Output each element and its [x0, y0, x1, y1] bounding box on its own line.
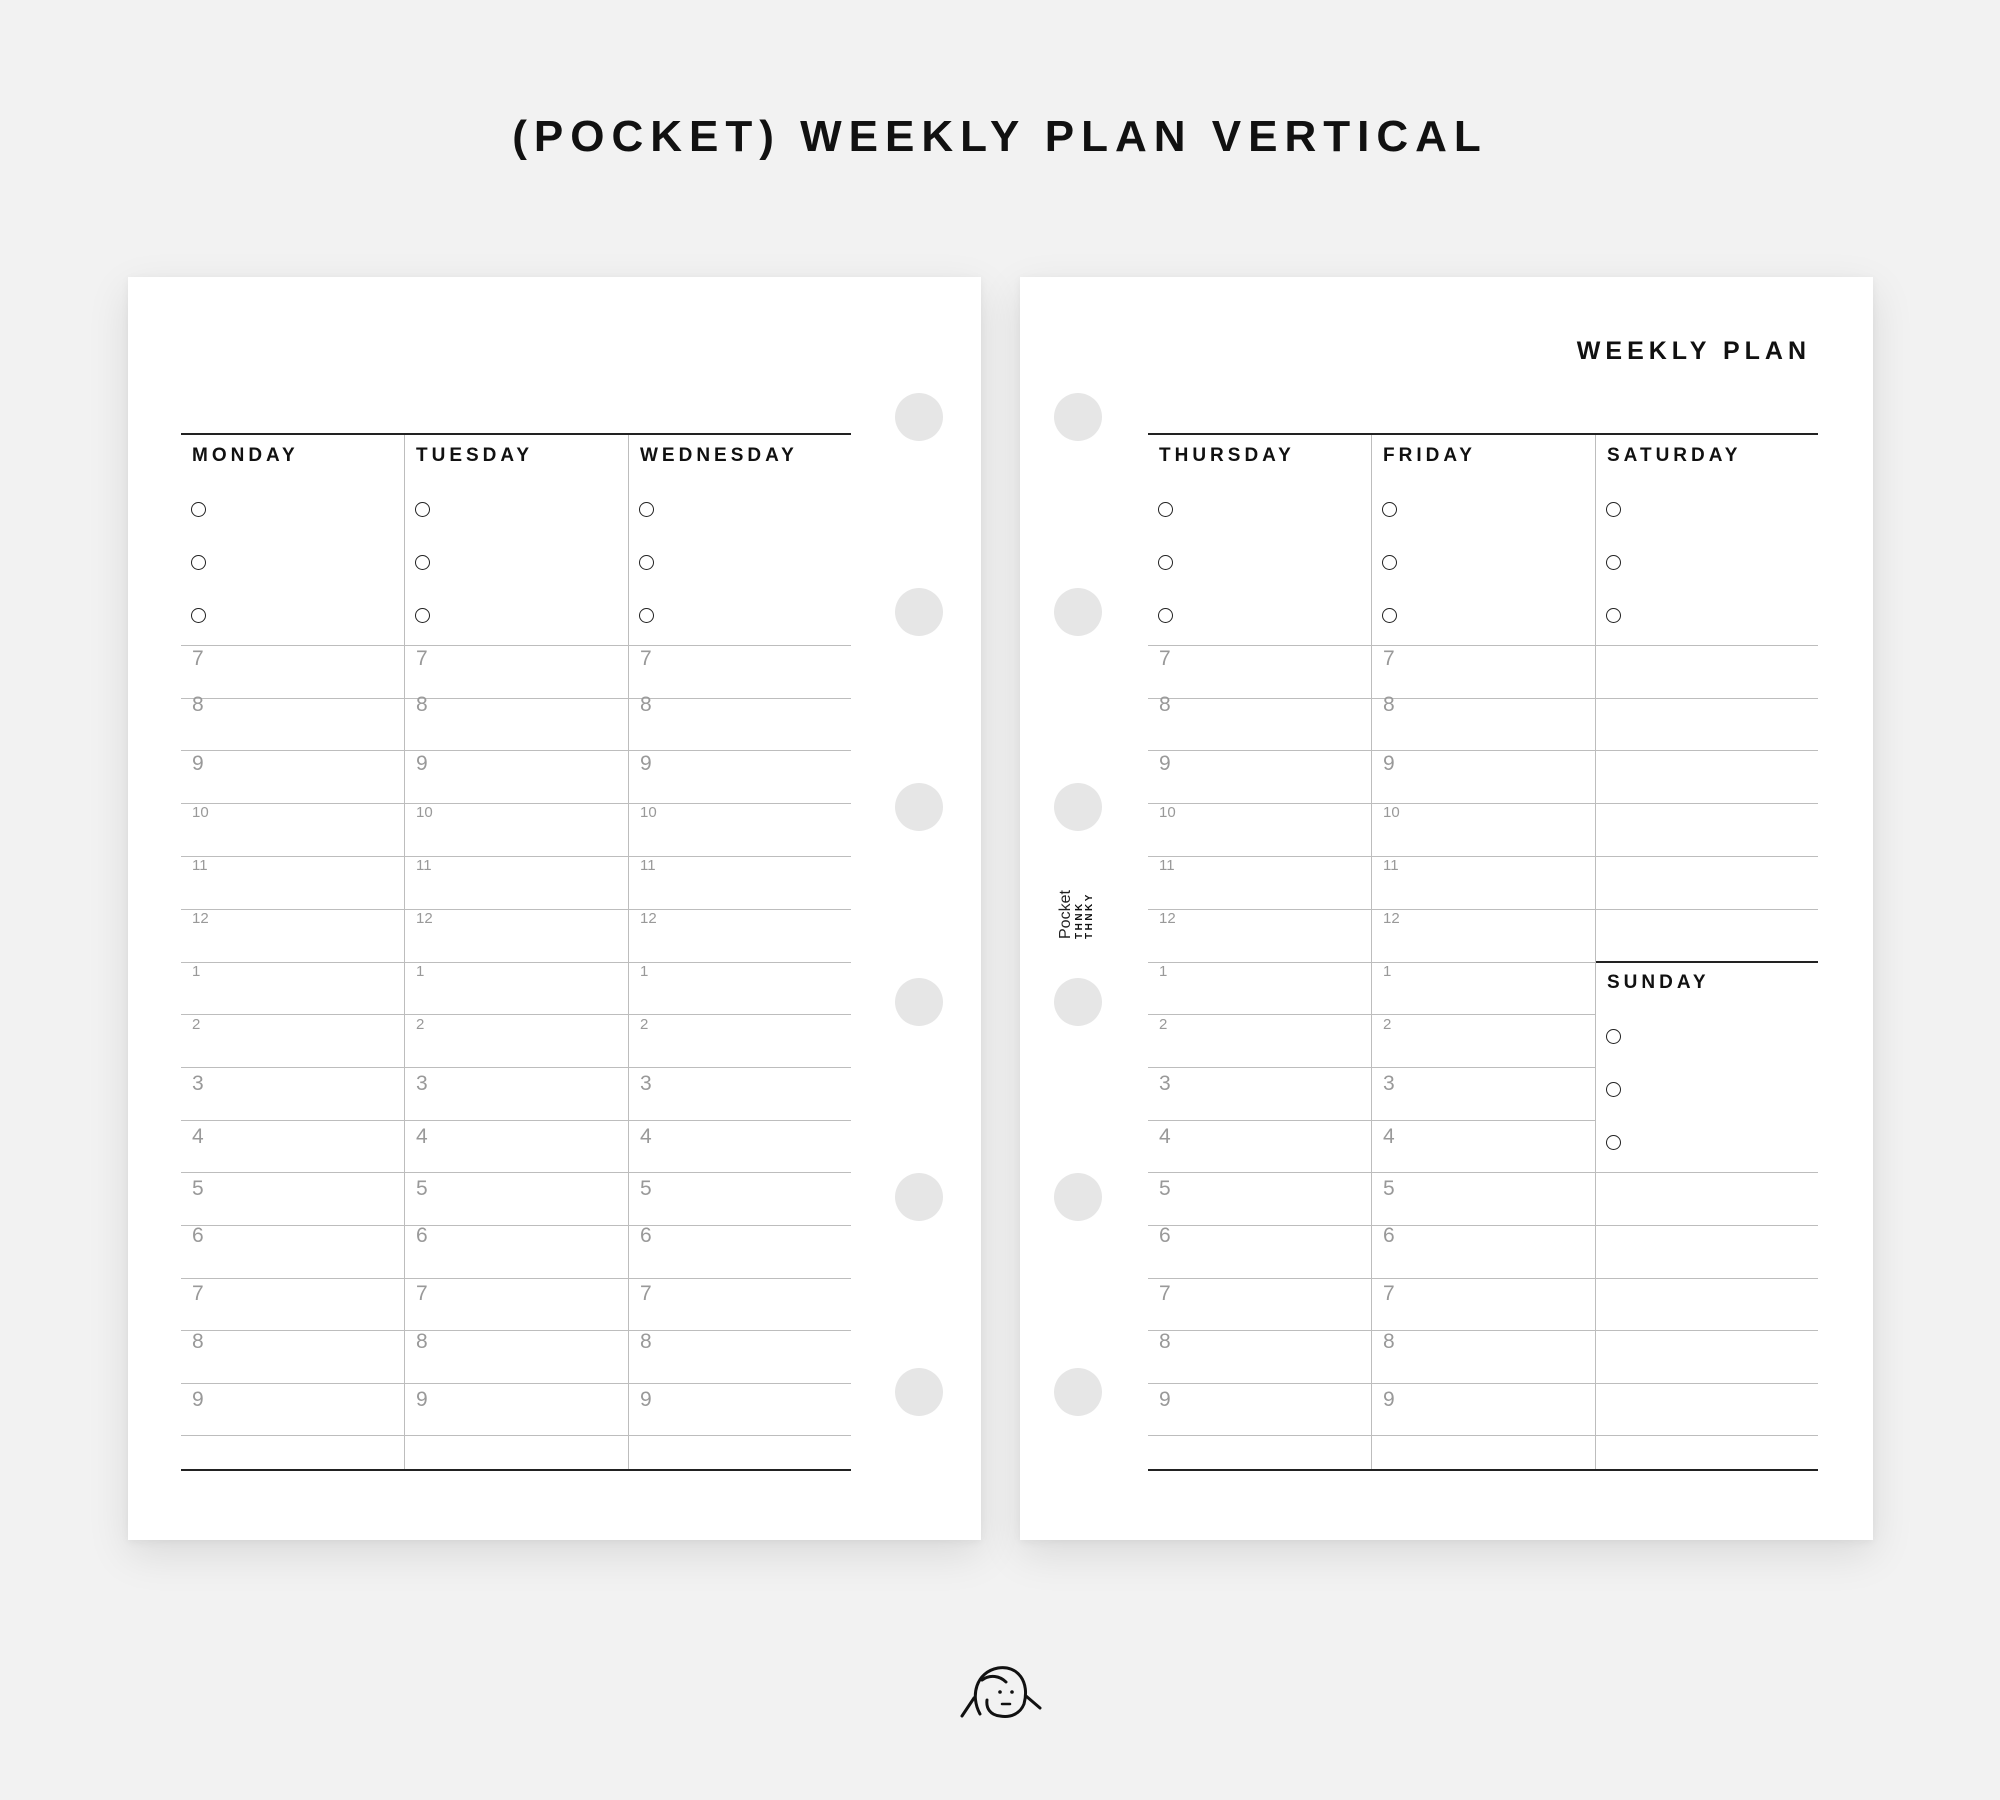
row-divider [405, 1225, 628, 1226]
hour-label: 1 [1159, 963, 1168, 980]
face-logo [960, 1660, 1042, 1720]
hour-label: 11 [640, 857, 656, 874]
todo-circle-icon[interactable] [1606, 502, 1621, 517]
left-planner-page [128, 277, 981, 1540]
hour-label: 9 [192, 1388, 204, 1411]
row-divider [1148, 1225, 1371, 1226]
hour-label: 10 [1159, 804, 1176, 821]
row-divider [1372, 1330, 1595, 1331]
row-divider [181, 1225, 404, 1226]
row-divider [1372, 1014, 1595, 1015]
left-day-grid [181, 433, 851, 1471]
hour-label: 12 [192, 910, 209, 927]
row-divider [405, 1120, 628, 1121]
hour-label: 3 [640, 1072, 652, 1095]
hour-label: 11 [1383, 857, 1399, 874]
hour-label: 6 [640, 1224, 652, 1247]
row-divider [629, 1278, 851, 1279]
row-divider [1596, 750, 1818, 751]
hour-label: 5 [416, 1177, 428, 1200]
row-divider [405, 1172, 628, 1173]
row-divider [1372, 1172, 1595, 1173]
hour-label: 2 [640, 1016, 649, 1033]
todo-circle-icon[interactable] [1606, 1082, 1621, 1097]
row-divider [405, 1067, 628, 1068]
hour-label: 12 [640, 910, 657, 927]
row-divider [1148, 1330, 1371, 1331]
row-divider [629, 1067, 851, 1068]
hour-label: 8 [640, 1330, 652, 1353]
row-divider [405, 1435, 628, 1436]
hour-label: 11 [1159, 857, 1175, 874]
hour-label: 4 [1159, 1125, 1171, 1148]
row-divider [1372, 1435, 1595, 1436]
hour-label: 6 [192, 1224, 204, 1247]
row-divider [1372, 645, 1595, 646]
hour-label: 3 [1383, 1072, 1395, 1095]
hour-label: 4 [640, 1125, 652, 1148]
hour-label: 10 [1383, 804, 1400, 821]
sunday-divider [1596, 961, 1818, 963]
row-divider [1148, 1435, 1371, 1436]
day-label-saturday: SATURDAY [1607, 445, 1742, 466]
binder-hole [1054, 1368, 1102, 1416]
todo-circle-icon[interactable] [1382, 502, 1397, 517]
row-divider [1596, 645, 1818, 646]
hour-label: 7 [640, 647, 652, 670]
row-divider [1596, 698, 1818, 699]
row-divider [629, 856, 851, 857]
row-divider [181, 1278, 404, 1279]
row-divider [405, 962, 628, 963]
hour-label: 9 [1159, 752, 1171, 775]
hour-label: 7 [1383, 647, 1395, 670]
row-divider [181, 1014, 404, 1015]
day-column-wednesday [628, 435, 851, 1469]
hour-label: 8 [1383, 693, 1395, 716]
row-divider [1596, 1435, 1818, 1436]
hour-label: 1 [416, 963, 425, 980]
row-divider [629, 1435, 851, 1436]
hour-label: 1 [640, 963, 649, 980]
todo-circle-icon[interactable] [639, 555, 654, 570]
row-divider [1596, 1172, 1818, 1173]
hour-label: 9 [416, 752, 428, 775]
hour-label: 6 [1383, 1224, 1395, 1247]
hour-label: 9 [1383, 1388, 1395, 1411]
hour-label: 11 [192, 857, 208, 874]
row-divider [629, 1330, 851, 1331]
hour-label: 10 [192, 804, 209, 821]
row-divider [629, 645, 851, 646]
row-divider [1372, 1278, 1595, 1279]
row-divider [629, 1225, 851, 1226]
right-planner-page [1020, 277, 1873, 1540]
hour-label: 3 [192, 1072, 204, 1095]
row-divider [1148, 698, 1371, 699]
row-divider [405, 1278, 628, 1279]
hour-label: 7 [1159, 1282, 1171, 1305]
hour-label: 12 [416, 910, 433, 927]
hour-label: 2 [1159, 1016, 1168, 1033]
hour-label: 8 [416, 693, 428, 716]
row-divider [1148, 645, 1371, 646]
row-divider [1372, 909, 1595, 910]
row-divider [1372, 1067, 1595, 1068]
page-title: (POCKET) WEEKLY PLAN VERTICAL [512, 112, 1488, 161]
row-divider [1372, 1225, 1595, 1226]
binder-hole [1054, 588, 1102, 636]
row-divider [629, 750, 851, 751]
hour-label: 11 [416, 857, 432, 874]
row-divider [181, 1172, 404, 1173]
row-divider [181, 803, 404, 804]
binder-hole [1054, 978, 1102, 1026]
binder-hole [895, 1173, 943, 1221]
row-divider [1372, 856, 1595, 857]
hour-label: 1 [1383, 963, 1392, 980]
row-divider [629, 1120, 851, 1121]
row-divider [629, 909, 851, 910]
hour-label: 7 [192, 1282, 204, 1305]
row-divider [1148, 856, 1371, 857]
row-divider [1372, 1120, 1595, 1121]
row-divider [1596, 909, 1818, 910]
day-label: WEDNESDAY [640, 445, 798, 466]
hour-label: 6 [1159, 1224, 1171, 1247]
hour-label: 7 [1383, 1282, 1395, 1305]
brand-name-line2: THNKY [1084, 892, 1096, 939]
row-divider [1372, 962, 1595, 963]
row-divider [629, 962, 851, 963]
hour-label: 7 [1159, 647, 1171, 670]
hour-label: 12 [1383, 910, 1400, 927]
row-divider [1596, 1330, 1818, 1331]
todo-circle-icon[interactable] [1382, 608, 1397, 623]
right-day-grid [1148, 433, 1818, 1471]
day-column-monday [181, 435, 404, 1469]
row-divider [181, 962, 404, 963]
todo-circle-icon[interactable] [639, 502, 654, 517]
hour-label: 9 [640, 752, 652, 775]
row-divider [1596, 1278, 1818, 1279]
binder-hole [895, 588, 943, 636]
todo-circle-icon[interactable] [415, 502, 430, 517]
todo-circle-icon[interactable] [1606, 608, 1621, 623]
row-divider [181, 856, 404, 857]
row-divider [181, 1435, 404, 1436]
row-divider [1372, 1383, 1595, 1384]
binder-hole [1054, 393, 1102, 441]
binder-hole [1054, 1173, 1102, 1221]
row-divider [629, 1014, 851, 1015]
row-divider [405, 856, 628, 857]
hour-label: 6 [416, 1224, 428, 1247]
row-divider [405, 1330, 628, 1331]
row-divider [1148, 962, 1371, 963]
hour-label: 5 [1383, 1177, 1395, 1200]
brand-size-label: Pocket [1057, 890, 1074, 939]
hour-label: 3 [416, 1072, 428, 1095]
hour-label: 2 [416, 1016, 425, 1033]
day-label-sunday: SUNDAY [1607, 972, 1710, 993]
hour-label: 8 [192, 693, 204, 716]
hour-label: 12 [1159, 910, 1176, 927]
row-divider [1148, 750, 1371, 751]
weekend-column [1595, 435, 1818, 1469]
row-divider [629, 803, 851, 804]
hour-label: 3 [1159, 1072, 1171, 1095]
binder-hole [1054, 783, 1102, 831]
hour-label: 2 [192, 1016, 201, 1033]
hour-label: 9 [192, 752, 204, 775]
hour-label: 2 [1383, 1016, 1392, 1033]
hour-label: 9 [1383, 752, 1395, 775]
row-divider [1596, 803, 1818, 804]
day-column-thursday [1148, 435, 1371, 1469]
row-divider [405, 698, 628, 699]
hour-label: 8 [640, 693, 652, 716]
hour-label: 5 [640, 1177, 652, 1200]
todo-circle-icon[interactable] [1158, 555, 1173, 570]
row-divider [181, 1120, 404, 1121]
day-column-friday [1371, 435, 1595, 1469]
todo-circle-icon[interactable] [1382, 555, 1397, 570]
row-divider [405, 1383, 628, 1384]
brand-name-line1: THNK [1073, 901, 1085, 939]
hour-label: 8 [1383, 1330, 1395, 1353]
day-column-tuesday [404, 435, 628, 1469]
row-divider [1148, 1014, 1371, 1015]
hour-label: 8 [416, 1330, 428, 1353]
todo-circle-icon[interactable] [191, 555, 206, 570]
binder-hole [895, 783, 943, 831]
row-divider [1372, 803, 1595, 804]
row-divider [1372, 750, 1595, 751]
row-divider [405, 909, 628, 910]
hour-label: 5 [1159, 1177, 1171, 1200]
row-divider [1148, 1172, 1371, 1173]
weekly-plan-heading: WEEKLY PLAN [1576, 337, 1811, 365]
row-divider [181, 1383, 404, 1384]
todo-circle-icon[interactable] [1158, 502, 1173, 517]
binder-hole [895, 978, 943, 1026]
row-divider [1148, 1383, 1371, 1384]
day-label: TUESDAY [416, 445, 534, 466]
hour-label: 9 [416, 1388, 428, 1411]
hour-label: 8 [192, 1330, 204, 1353]
hour-label: 5 [192, 1177, 204, 1200]
row-divider [1148, 1278, 1371, 1279]
hour-label: 8 [1159, 693, 1171, 716]
brand-mark [1058, 890, 1096, 939]
hour-label: 9 [1159, 1388, 1171, 1411]
row-divider [629, 1172, 851, 1173]
hour-label: 4 [416, 1125, 428, 1148]
row-divider [405, 803, 628, 804]
hour-label: 7 [640, 1282, 652, 1305]
row-divider [405, 645, 628, 646]
row-divider [629, 698, 851, 699]
row-divider [405, 1014, 628, 1015]
day-label: MONDAY [192, 445, 299, 466]
binder-hole [895, 1368, 943, 1416]
row-divider [629, 1383, 851, 1384]
hour-label: 7 [416, 647, 428, 670]
todo-circle-icon[interactable] [639, 608, 654, 623]
hour-label: 7 [416, 1282, 428, 1305]
hour-label: 8 [1159, 1330, 1171, 1353]
hour-label: 4 [1383, 1125, 1395, 1148]
hour-label: 10 [416, 804, 433, 821]
todo-circle-icon[interactable] [191, 608, 206, 623]
row-divider [181, 909, 404, 910]
todo-circle-icon[interactable] [1606, 1135, 1621, 1150]
row-divider [1148, 909, 1371, 910]
day-label: THURSDAY [1159, 445, 1295, 466]
todo-circle-icon[interactable] [415, 555, 430, 570]
binder-hole [895, 393, 943, 441]
row-divider [1372, 698, 1595, 699]
todo-circle-icon[interactable] [1606, 1029, 1621, 1044]
row-divider [1148, 1067, 1371, 1068]
day-label: FRIDAY [1383, 445, 1476, 466]
row-divider [181, 1067, 404, 1068]
row-divider [1596, 1383, 1818, 1384]
hour-label: 10 [640, 804, 657, 821]
hour-label: 1 [192, 963, 201, 980]
todo-circle-icon[interactable] [415, 608, 430, 623]
hour-label: 7 [192, 647, 204, 670]
row-divider [181, 698, 404, 699]
row-divider [1148, 1120, 1371, 1121]
todo-circle-icon[interactable] [191, 502, 206, 517]
row-divider [1148, 803, 1371, 804]
row-divider [181, 645, 404, 646]
todo-circle-icon[interactable] [1606, 555, 1621, 570]
row-divider [405, 750, 628, 751]
todo-circle-icon[interactable] [1158, 608, 1173, 623]
row-divider [181, 1330, 404, 1331]
row-divider [1596, 1225, 1818, 1226]
row-divider [181, 750, 404, 751]
hour-label: 9 [640, 1388, 652, 1411]
row-divider [1596, 856, 1818, 857]
hour-label: 4 [192, 1125, 204, 1148]
